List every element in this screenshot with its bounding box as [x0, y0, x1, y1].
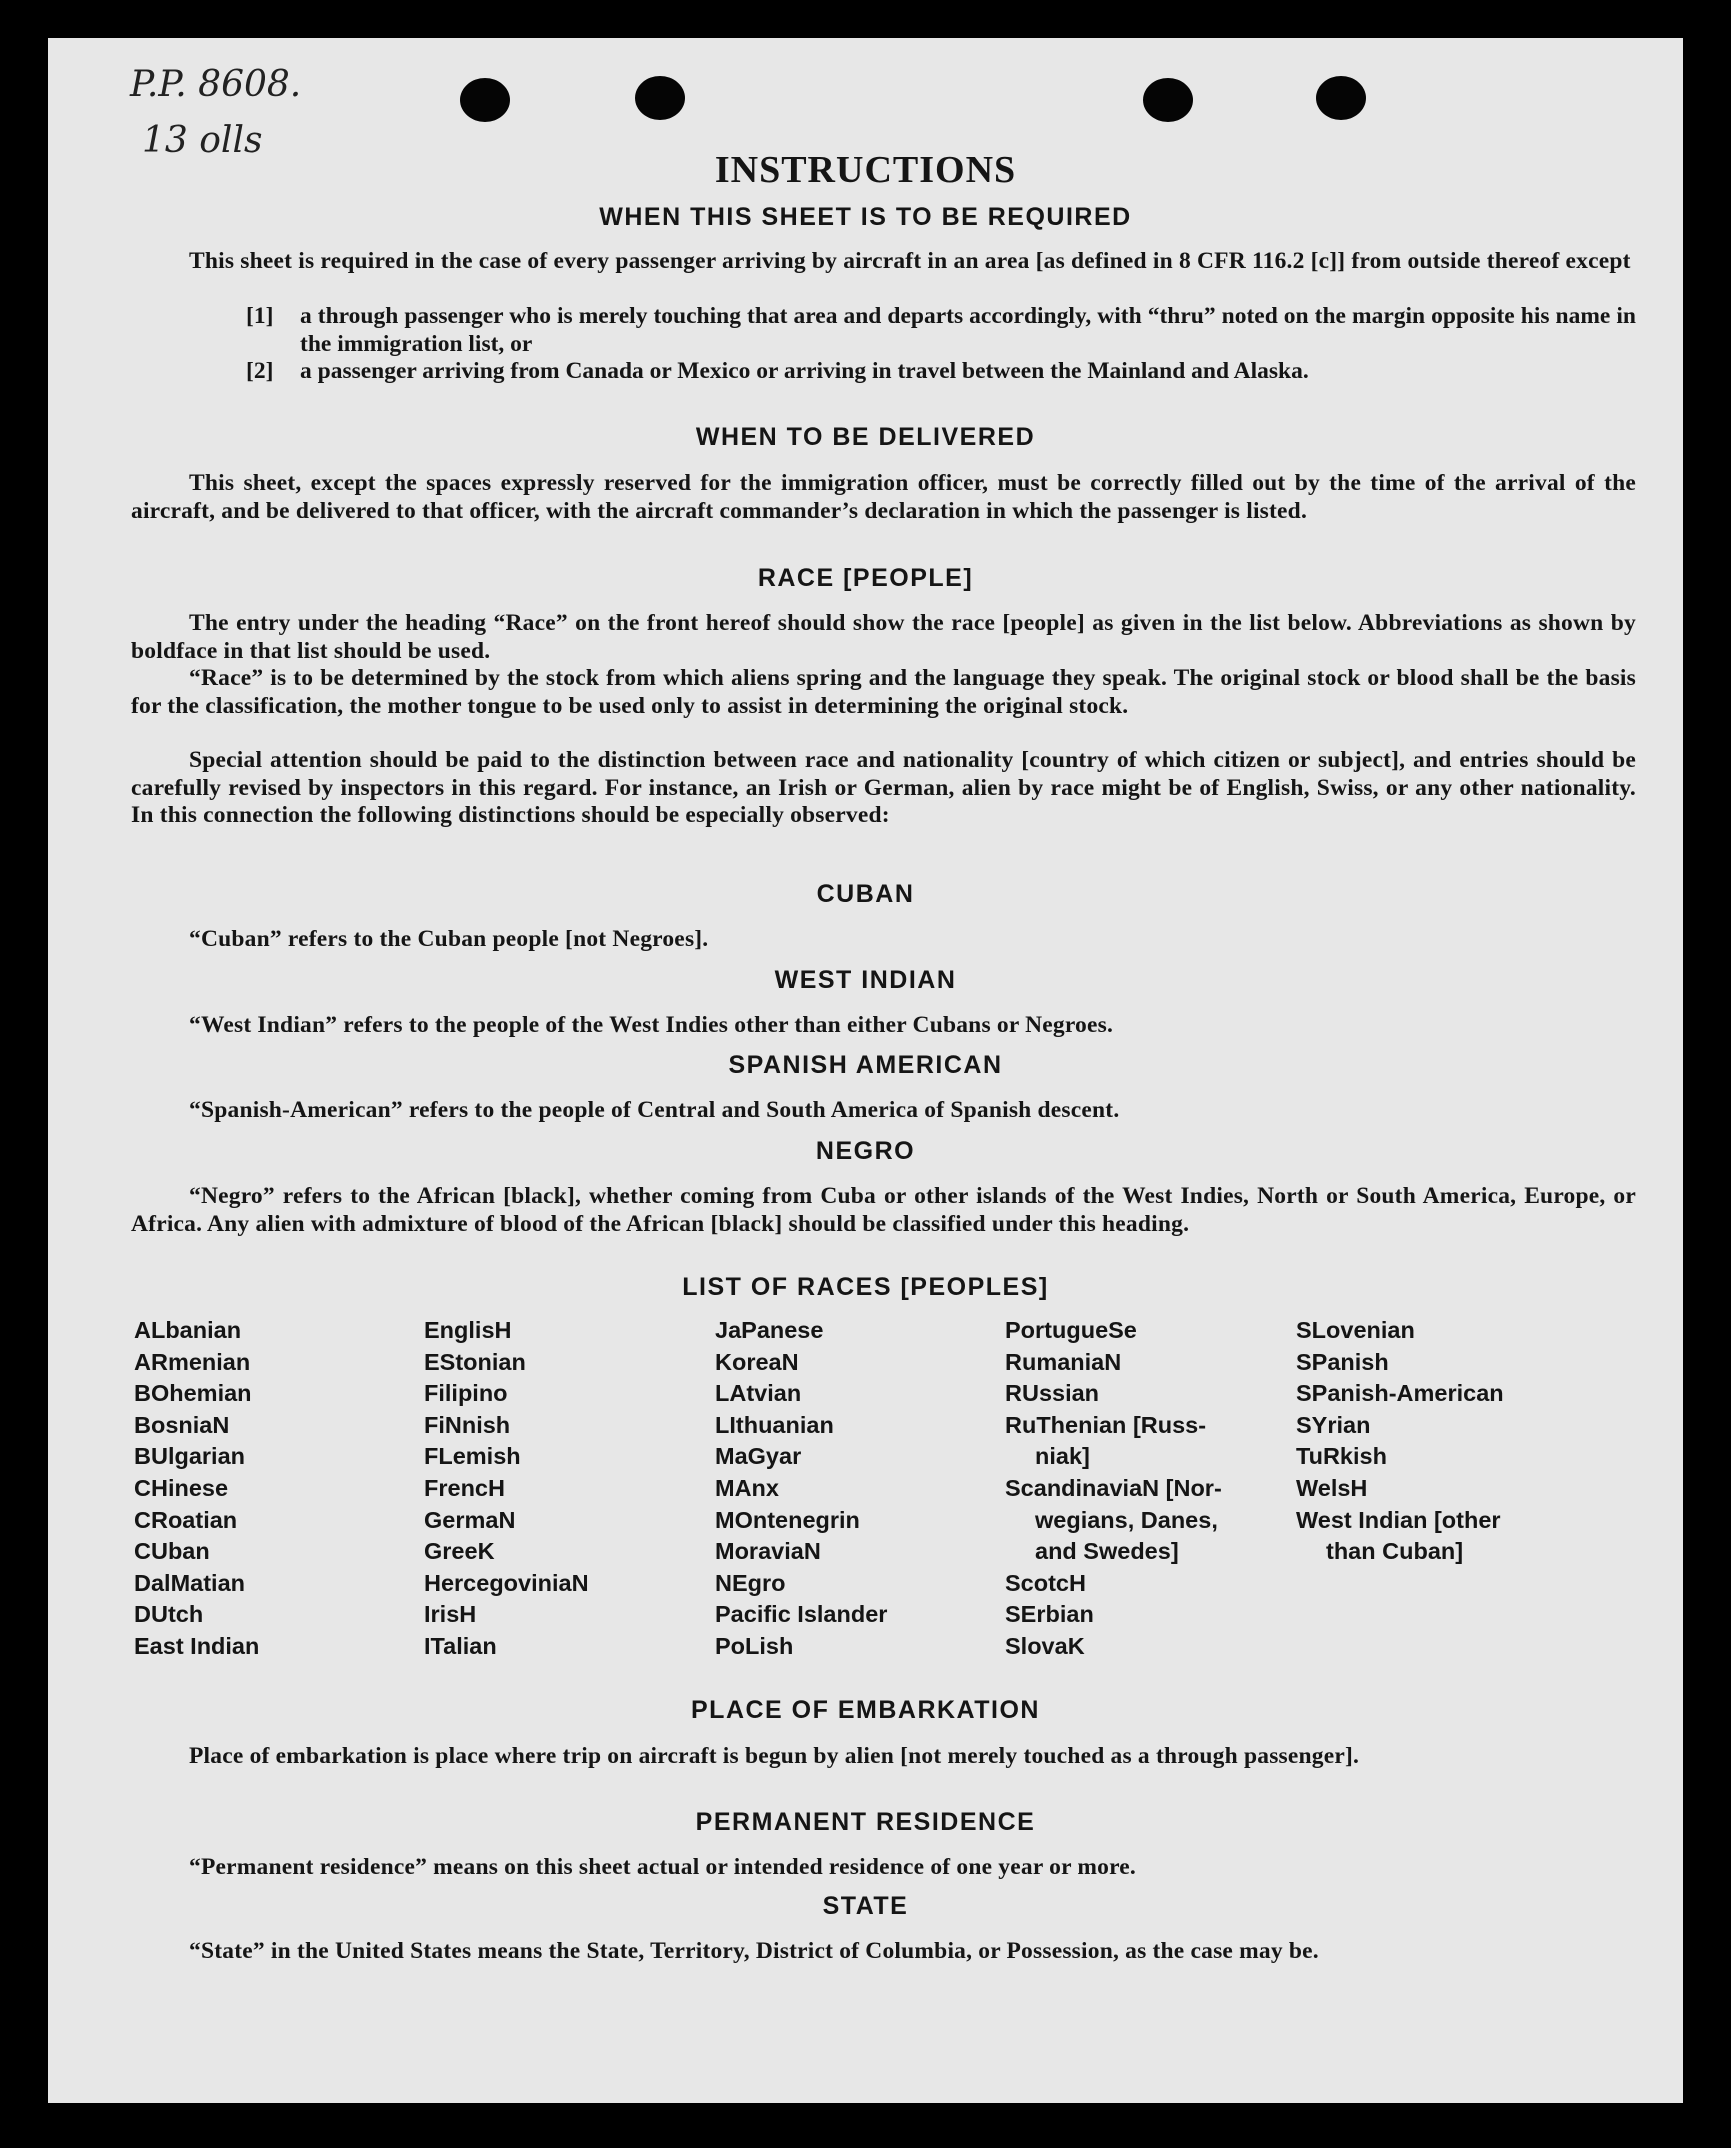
race-list-item: MoraviaN [715, 1538, 821, 1565]
race-list-column-2 [424, 1315, 589, 1663]
when-required-intro: This sheet is required in the case of every passenger arriving by aircraft in an area [as defined in 8 CFR 116.2 [c]] from outside thereof except [189, 248, 1631, 274]
race-list-item: SPanish-American [1296, 1380, 1504, 1407]
heading-list-of-races: LIST OF RACES [PEOPLES] [682, 1273, 1049, 1301]
race-list-item: CUban [134, 1538, 210, 1565]
race-list-column-3 [715, 1315, 887, 1663]
race-list-item: EStonian [424, 1348, 526, 1375]
race-list-item: TuRkish [1296, 1443, 1387, 1470]
race-list-item: WelsH [1296, 1474, 1368, 1501]
race-list-item: FrencH [424, 1474, 505, 1501]
heading-when-required: WHEN THIS SHEET IS TO BE REQUIRED [599, 203, 1132, 231]
race-list-item: LIthuanian [715, 1411, 834, 1438]
race-list-item: SErbian [1005, 1601, 1094, 1628]
race-list-item: CRoatian [134, 1506, 238, 1533]
race-list-item: HercegoviniaN [424, 1569, 589, 1596]
race-list-item: CHinese [134, 1474, 229, 1501]
when-delivered-text: This sheet, except the spaces expressly reserved for the immigration officer, must be correctly filled out by the time of the arrival of the aircraft, and be delivered to that officer, with the aircraft commander’s declaration in which the passenger is listed. [131, 470, 1636, 524]
handwritten-note-top: P.P. 8608. [130, 64, 302, 105]
race-list-item: East Indian [134, 1632, 260, 1659]
race-list-item: ALbanian [134, 1317, 242, 1343]
race-list-item: JaPanese [715, 1317, 824, 1343]
embarkation-text: Place of embarkation is place where trip on aircraft is begun by alien [not merely touched as a through passenger]. [189, 1743, 1360, 1769]
race-list-item: PoLish [715, 1632, 794, 1659]
handwritten-note-bottom: 13 olls [142, 120, 263, 161]
race-list-item: PortugueSe [1005, 1317, 1137, 1343]
west-indian-text: “West Indian” refers to the people of the West Indies other than either Cubans or Negroes. [189, 1012, 1114, 1038]
race-list-item: than Cuban] [1326, 1538, 1464, 1565]
race-list-item: SPanish [1296, 1348, 1389, 1375]
race-list-item: SYrian [1296, 1411, 1371, 1438]
race-list-item: ScotcH [1005, 1569, 1086, 1596]
cuban-text: “Cuban” refers to the Cuban people [not Negroes]. [189, 926, 709, 952]
heading-state: STATE [822, 1892, 909, 1920]
page-title: INSTRUCTIONS [714, 149, 1017, 191]
item-marker-1: [1] [246, 303, 274, 329]
race-list-item: IrisH [424, 1601, 477, 1628]
punch-hole-1 [460, 78, 510, 122]
race-list-item: ITalian [424, 1632, 497, 1659]
race-paragraph-2: “Race” is to be determined by the stock from which aliens spring and the language they speak. The original stock or blood shall be the basis for the classification, the mother tongue to be used only to assist in determining the original stock. [131, 665, 1636, 719]
race-list-item: DUtch [134, 1601, 204, 1628]
heading-residence: PERMANENT RESIDENCE [695, 1808, 1036, 1836]
race-list-column-5 [1296, 1315, 1504, 1568]
punch-hole-3 [1143, 78, 1193, 122]
race-list-item: SlovaK [1005, 1632, 1085, 1659]
race-list-item: BUlgarian [134, 1443, 245, 1470]
race-list-item: MaGyar [715, 1443, 802, 1470]
state-text: “State” in the United States means the State, Territory, District of Columbia, or Possession, as the case may be. [189, 1938, 1319, 1964]
race-list-item: DalMatian [134, 1569, 245, 1596]
race-list-item: MOntenegrin [715, 1506, 860, 1533]
heading-spanish-american: SPANISH AMERICAN [728, 1051, 1003, 1079]
race-list-item: ARmenian [134, 1348, 251, 1375]
race-list-item: GermaN [424, 1506, 516, 1533]
race-list-item: FLemish [424, 1443, 521, 1470]
race-list-item: NEgro [715, 1569, 786, 1596]
race-list-item: Pacific Islander [715, 1601, 888, 1628]
race-list-item: RUssian [1005, 1380, 1100, 1407]
residence-text: “Permanent residence” means on this sheet actual or intended residence of one year or more. [189, 1854, 1136, 1880]
heading-west-indian: WEST INDIAN [774, 966, 957, 994]
item-text-1: a through passenger who is merely touching that area and departs accordingly, with “thru” noted on the margin opposite his name in the immigration list, or [300, 303, 1636, 357]
document-sheet [48, 38, 1683, 2103]
race-list-item: BOhemian [134, 1380, 252, 1407]
race-list-item: niak] [1035, 1443, 1090, 1470]
race-list-item: LAtvian [715, 1380, 802, 1407]
race-paragraph-1: The entry under the heading “Race” on the front hereof should show the race [people] as given in the list below. Abbreviations as shown by boldface in that list should be used. [131, 610, 1636, 664]
race-list-item: RuThenian [Russ- [1005, 1411, 1207, 1438]
item-text-2: a passenger arriving from Canada or Mexico or arriving in travel between the Mainland and Alaska. [300, 358, 1309, 384]
race-list-item: MAnx [715, 1474, 779, 1501]
race-list-item: EnglisH [424, 1317, 512, 1343]
race-list-column-4 [1005, 1315, 1222, 1663]
race-list-item: and Swedes] [1035, 1538, 1179, 1565]
race-list-item: wegians, Danes, [1035, 1506, 1218, 1533]
race-list-item: KoreaN [715, 1348, 799, 1375]
heading-cuban: CUBAN [816, 880, 915, 908]
spanish-american-text: “Spanish-American” refers to the people of Central and South America of Spanish descent. [189, 1097, 1120, 1123]
race-list-item: Filipino [424, 1380, 508, 1407]
heading-negro: NEGRO [815, 1137, 916, 1165]
race-list-item: West Indian [other [1296, 1506, 1501, 1533]
heading-when-delivered: WHEN TO BE DELIVERED [695, 423, 1036, 451]
punch-hole-4 [1316, 76, 1366, 120]
race-list-item: BosniaN [134, 1411, 230, 1438]
heading-race: RACE [PEOPLE] [757, 564, 974, 592]
race-list-column-1 [134, 1315, 259, 1663]
punch-hole-2 [635, 76, 685, 120]
race-list-item: RumaniaN [1005, 1348, 1122, 1375]
negro-text: “Negro” refers to the African [black], whether coming from Cuba or other islands of the West Indies, North or South America, Europe, or Africa. Any alien with admixture of blood of the African [black] should be classified under this heading. [131, 1183, 1636, 1237]
race-list-item: SLovenian [1296, 1317, 1415, 1343]
heading-embarkation: PLACE OF EMBARKATION [691, 1696, 1040, 1724]
race-paragraph-3: Special attention should be paid to the distinction between race and nationality [country of which citizen or subject], and entries should be carefully revised by inspectors in this regard. For instance, an Irish or German, alien by race might be of English, Swiss, or any other nationality. In this connection the following distinctions should be especially observed: [131, 747, 1636, 828]
item-marker-2: [2] [246, 358, 274, 384]
race-list-item: FiNnish [424, 1411, 511, 1438]
race-list-item: ScandinaviaN [Nor- [1005, 1474, 1222, 1501]
race-list-item: GreeK [424, 1538, 495, 1565]
